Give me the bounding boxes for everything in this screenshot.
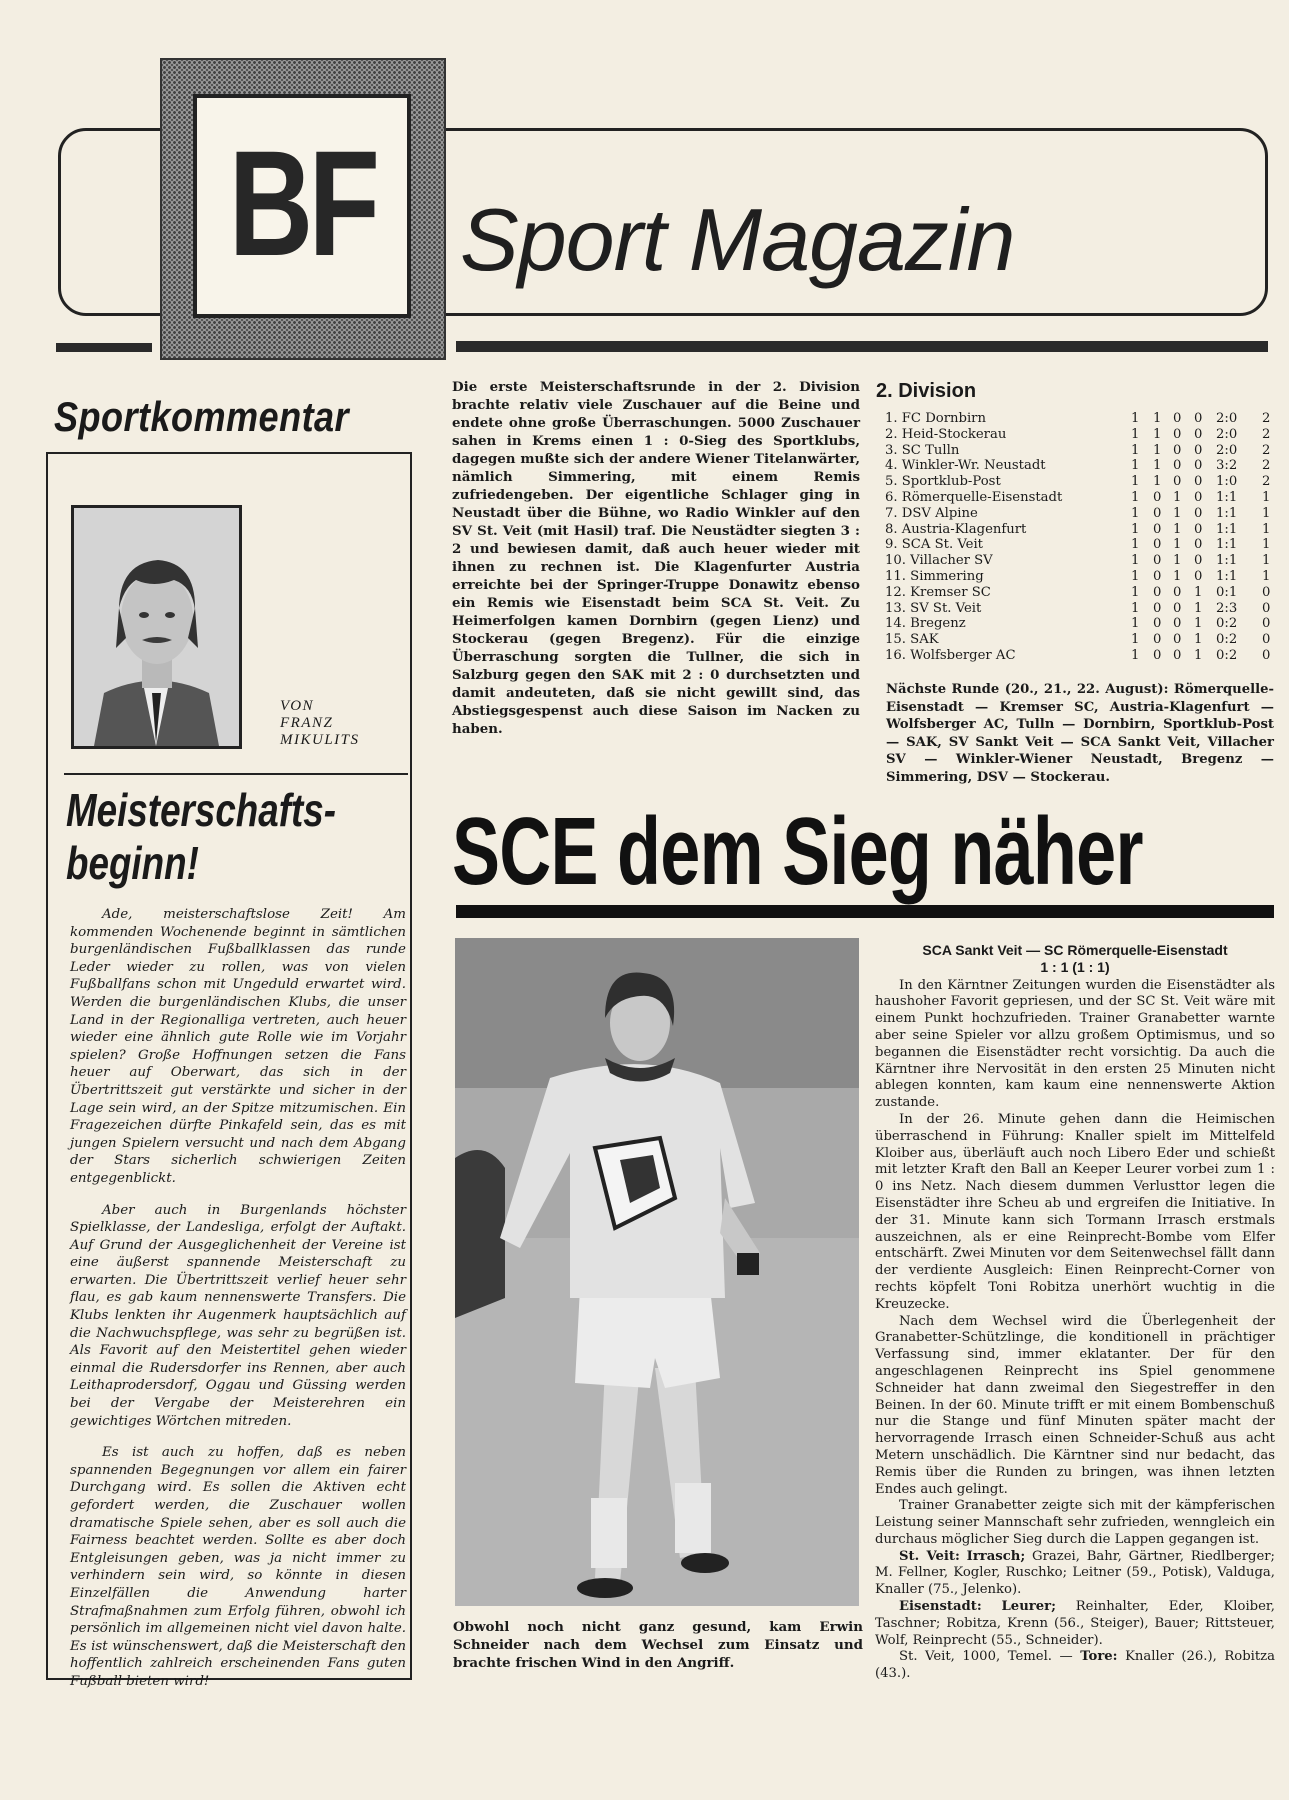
- table-row: 5. Sportklub-Post 1 1 0 0 1:0 2: [885, 474, 1271, 490]
- lineup-eisenstadt: [875, 1599, 1275, 1649]
- table-row: 9. SCA St. Veit 1 0 1 0 1:1 1: [885, 537, 1271, 553]
- portrait-image: [74, 508, 239, 746]
- next-round-text: (20., 21., 22. August): Römerquelle-Eisenstadt — Kremser SC, Austria-Klagenfurt — Wolfsberger AC, Tulln — Dornbirn, Sportklub-Post — SAK, SV Sankt Veit — SCA Sankt Veit, Villacher SV — Winkler-Wiener Neustadt, Bregenz — Simmering, DSV — Stockerau.: [886, 682, 1275, 785]
- comment-body: [70, 906, 406, 1705]
- match-score: 1 : 1 (1 : 1): [1040, 958, 1110, 975]
- lineup-eisenstadt-label: Eisenstadt:: [899, 1599, 982, 1615]
- lineup-eisenstadt-players: Reinhalter, Eder, Kloiber, Taschner; Robitza, Krenn (56., Steiger), Bauer; Rittsteuer, Wolf, Reinprecht (55., Schneider).: [875, 1599, 1275, 1648]
- masthead-logo: BF: [228, 119, 376, 287]
- comment-section-label: Sportkommentar: [54, 393, 350, 440]
- comment-paragraph: Aber auch in Burgenlands höchster Spielklasse, der Landesliga, erfolgt der Auftakt. Auf Grund der Ausgeglichenheit der Vereine ist eine äußerst spannende Meisterschaft zu erwarten. Die Übertrittszeit verlief heuer sehr flau, es gab kaum nennenswerte Transfers. Die Klubs lenkten ihr Augenmerk hauptsächlich auf die Nachwuchspflege, was sehr zu begrüßen ist. Als Favorit auf den Meistertitel gehen wieder einmal die Rudersdorfer ins Rennen, aber auch Leithaprodersdorf, Oggau und Güssing werden bei der Vergabe der Meisterehren ein gewichtiges Wörtchen mitreden.: [70, 1202, 406, 1429]
- masthead-title: Sport Magazin: [460, 190, 1015, 289]
- match-photo: [455, 938, 859, 1606]
- table-row: 1. FC Dornbirn 1 1 0 0 2:0 2: [885, 411, 1271, 426]
- match-footer: [875, 1649, 1275, 1683]
- goals-label: Tore:: [1080, 1649, 1118, 1665]
- masthead-rule-left: [56, 343, 152, 352]
- byline: [280, 698, 408, 749]
- table-row: 7. DSV Alpine 1 0 1 0 1:1 1: [885, 505, 1271, 521]
- byline-von: VON: [280, 698, 315, 714]
- report-paragraph: In der 26. Minute gehen dann die Heimischen überraschend in Führung: Knaller spielt im Mittelfeld Kloiber aus, überläuft auch noch Libero Eder und schießt mit letzter Kraft den Ball an Keeper Leurer vorbei zum 1 : 0 ins Netz. Nach diesem dummen Verlusttor legen die Eisenstädter ihre Scheu ab und ergreifen die Initiative. In der 31. Minute kann sich Tormann Irrasch erstmals auszeichnen, als er eine Reinprecht-Bombe vom Elfer entschärft. Zwei Minuten vor dem Seitenwechsel fällt dann der verdiente Ausgleich: Einen Reinprecht-Corner von rechts köpfelt Toni Robitza unerhört wuchtig in die Kreuzecke.: [875, 1111, 1275, 1312]
- standings-table: [885, 411, 1274, 664]
- comment-title: Meisterschafts-beginn!: [66, 784, 336, 889]
- table-row: 3. SC Tulln 1 1 0 0 2:0 2: [885, 442, 1271, 458]
- table-row: 8. Austria-Klagenfurt 1 0 1 0 1:1 1: [885, 521, 1271, 537]
- football-player-image: [455, 938, 859, 1606]
- table-row: 11. Simmering 1 0 1 0 1:1 1: [885, 568, 1271, 584]
- table-row: 16. Wolfsberger AC 1 0 0 1 0:2 0: [885, 647, 1271, 663]
- match-report: [875, 942, 1275, 1683]
- lineup-stveit: [875, 1549, 1275, 1599]
- report-paragraph: In den Kärntner Zeitungen wurden die Eisenstädter als haushoher Favorit gepriesen, und der SC St. Veit wäre mit einem Punkt hochzufrieden. Trainer Granabetter warnte aber seine Spieler vor allzu großem Optimismus, und so begannen die Eisenstädter recht vorsichtig. Da auch die Kärntner ihre Nervosität in den ersten 25 Minuten nicht ablegen konnten, kam kaum eine nennenswerte Aktion zustande.: [875, 977, 1275, 1111]
- table-row: 14. Bregenz 1 0 0 1 0:2 0: [885, 616, 1271, 632]
- table-row: 12. Kremser SC 1 0 0 1 0:1 0: [885, 584, 1271, 600]
- next-round-label: Nächste Runde: [886, 682, 1000, 697]
- lineup-eisenstadt-keeper: Leurer;: [1001, 1599, 1056, 1615]
- match-venue: St. Veit, 1000, Temel. —: [899, 1649, 1073, 1665]
- byline-firstname: FRANZ: [280, 715, 334, 731]
- comment-paragraph: Ade, meisterschaftslose Zeit! Am kommenden Wochenende beginnt in sämtlichen burgenländischen Fußballklassen das runde Leder wieder zu rollen, was von vielen Fußballfans schon mit Ungeduld erwartet wird. Werden die burgenländischen Klubs, die unser Land in der Regionalliga vertreten, auch heuer wieder eine ähnlich gute Rolle wie im Vorjahr spielen? Große Hoffnungen setzen die Fans heuer auf Oberwart, das sich in der Übertrittszeit gut verstärkte und sicher in der Lage sein wird, an der Spitze mitzumischen. Ein Fragezeichen dürfte Pinkafeld sein, das es mit jungen Spielern versucht und nach dem Abgang der Stars sicherlich schwierigen Zeiten entgegenblickt.: [70, 907, 406, 1186]
- table-row: 13. SV St. Veit 1 0 0 1 2:3 0: [885, 600, 1271, 616]
- table-row: 6. Römerquelle-Eisenstadt 1 0 1 0 1:1 1: [885, 489, 1271, 505]
- table-row: 15. SAK 1 0 0 1 0:2 0: [885, 632, 1271, 648]
- report-paragraph: Nach dem Wechsel wird die Überlegenheit der Granabetter-Schützlinge, die konditionell in prächtiger Verfassung sind, immer eklatanter. Der für den angeschlagenen Reinprecht ins Spiel genommene Schneider hat dann zweimal den Siegestreffer in den Beinen. In der 60. Minute trifft er mit einem Bombenschuß nur die Stange und fünf Minuten später macht der hervorragende Irrasch einen Schneider-Schuß aus acht Metern unschädlich. Die Kärntner sind nur bedacht, das Remis über die Runden zu bringen, was ihnen letzten Endes auch gelingt.: [875, 1313, 1275, 1497]
- table-row: 10. Villacher SV 1 0 1 0 1:1 1: [885, 553, 1271, 569]
- standings-title: 2. Division: [876, 380, 977, 402]
- author-portrait: [71, 505, 242, 749]
- lineup-stveit-label: St. Veit:: [899, 1548, 960, 1564]
- headline-rule: [456, 905, 1274, 918]
- photo-caption: Obwohl noch nicht ganz gesund, kam Erwin Schneider nach dem Wechsel zum Einsatz und brachte frischen Wind in den Angriff.: [453, 1619, 863, 1671]
- table-row: 4. Winkler-Wr. Neustadt 1 1 0 0 3:2 2: [885, 458, 1271, 474]
- lead-paragraph: Die erste Meisterschaftsrunde in der 2. Division brachte relativ viele Zuschauer auf die Beine und endete ohne große Überraschungen. 5000 Zuschauer sahen in Krems einen 1 : 0-Sieg des Sportklubs, dagegen mußte sich der andere Wiener Titelanwärter, nämlich Simmering, mit einem Remis zufriedengeben. Der eigentliche Schlager ging in Neustadt über die Bühne, wo Radio Winkler auf den SV St. Veit (mit Hasil) traf. Die Neustädter siegten 3 : 2 und bewiesen damit, daß auch heuer wieder mit ihnen zu rechnen ist. Die Klagenfurter Austria erreichte bei der Springer-Truppe Donawitz ebenso ein Remis wie Eisenstadt beim SCA St. Veit. Zu Heimerfolgen kamen Dornbirn (gegen Lienz) und Stockerau (gegen Bregenz). Für die einzige Überraschung sorgten die Tullner, die sich in Salzburg gegen den SAK mit 2 : 0 durchsetzten und damit andeuteten, daß sie nicht gewillt sind, das Abstiegsgespenst auch diese Saison im Nacken zu haben.: [452, 379, 860, 737]
- lineup-stveit-keeper: Irrasch;: [966, 1548, 1026, 1564]
- goals-list: Knaller (26.), Robitza (43.).: [875, 1649, 1275, 1682]
- table-row: 2. Heid-Stockerau 1 1 0 0 2:0 2: [885, 426, 1271, 442]
- lineup-stveit-players: Grazei, Bahr, Gärtner, Riedlberger; M. Fellner, Kogler, Ruschko; Leitner (59., Potisk), Valduga, Knaller (75., Jelenko).: [875, 1548, 1275, 1598]
- byline-lastname: MIKULITS: [280, 732, 360, 748]
- next-round: [886, 681, 1274, 787]
- match-title: SCA Sankt Veit — SC Römerquelle-Eisenstadt: [922, 942, 1228, 958]
- comment-divider: [64, 773, 408, 775]
- masthead-rule-right: [456, 341, 1268, 352]
- comment-paragraph: Es ist auch zu hoffen, daß es neben spannenden Begegnungen vor allem ein fairer Durchgang wird. Es sollen die Aktiven echt gefordert werden, die Zuschauer wollen dramatische Spiele sehen, aber es soll auch die Fairness beachtet werden. Sollte es aber doch Entgleisungen geben, was ja nicht immer zu verhindern sein wird, so könnte in diesen Einzelfällen die Anwendung harter Strafmaßnahmen zum Erfolg führen, obwohl ich persönlich im allgemeinen nicht viel davon halte. Es ist wünschenswert, daß die Meisterschaft den hoffentlich zahlreich erscheinenden Fans guten Fußball bieten wird!: [70, 1445, 406, 1689]
- report-paragraph: Trainer Granabetter zeigte sich mit der kämpferischen Leistung seiner Mannschaft sehr zufrieden, wenngleich ein durchaus möglicher Sieg durch die Lappen gegangen ist.: [875, 1498, 1275, 1547]
- main-headline: SCE dem Sieg näher: [452, 798, 1143, 905]
